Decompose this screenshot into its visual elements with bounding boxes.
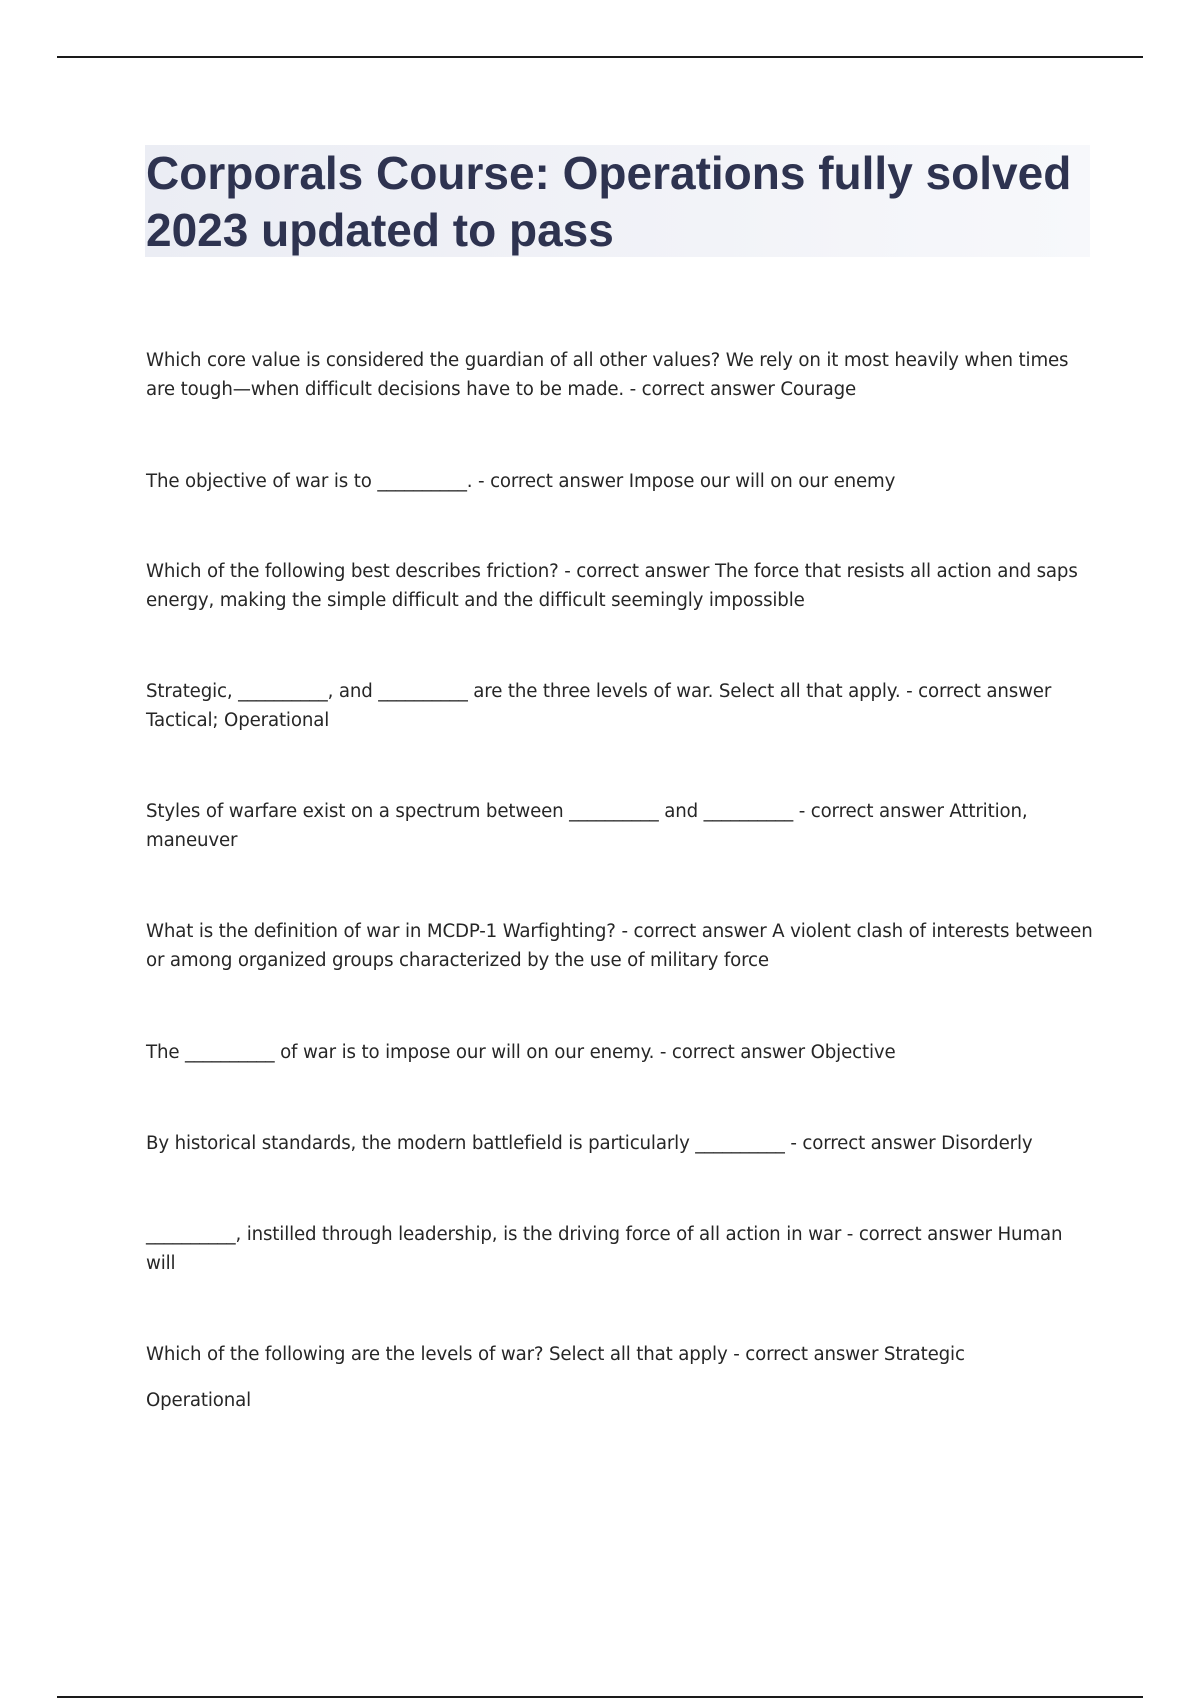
qa-item-1: Which core value is considered the guardian of all other values? We rely on it most heavily when times are tough—when difficult decisions have to be made. - correct answer Courage [146,350,1069,400]
top-rule [57,56,1143,58]
qa-item-10-continuation: Operational [146,1390,252,1411]
qa-item-2: The objective of war is to __________. - correct answer Impose our will on our enemy [146,471,896,492]
bottom-rule [57,1696,1143,1698]
qa-item-3: Which of the following best describes friction? - correct answer The force that resists all action and saps energy, making the simple difficult and the difficult seemingly impossible [146,561,1078,611]
qa-item-8: By historical standards, the modern battlefield is particularly __________ - correct answer Disorderly [146,1133,1033,1154]
qa-item-9: __________, instilled through leadership, is the driving force of all action in war - correct answer Human will [146,1224,1063,1274]
qa-item-6: What is the definition of war in MCDP-1 Warfighting? - correct answer A violent clash of interests between or among organized groups characterized by the use of military force [146,921,1093,971]
qa-item-4: Strategic, __________, and __________ are the three levels of war. Select all that apply. - correct answer Tactical; Operational [146,681,1052,731]
qa-item-10: Which of the following are the levels of war? Select all that apply - correct answer Strategic [146,1344,965,1365]
document-title: Corporals Course: Operations fully solved 2023 updated to pass [146,147,1072,256]
qa-item-7: The __________ of war is to impose our will on our enemy. - correct answer Objective [146,1042,896,1063]
qa-item-5: Styles of warfare exist on a spectrum between __________ and __________ - correct answer Attrition, maneuver [146,801,1028,851]
